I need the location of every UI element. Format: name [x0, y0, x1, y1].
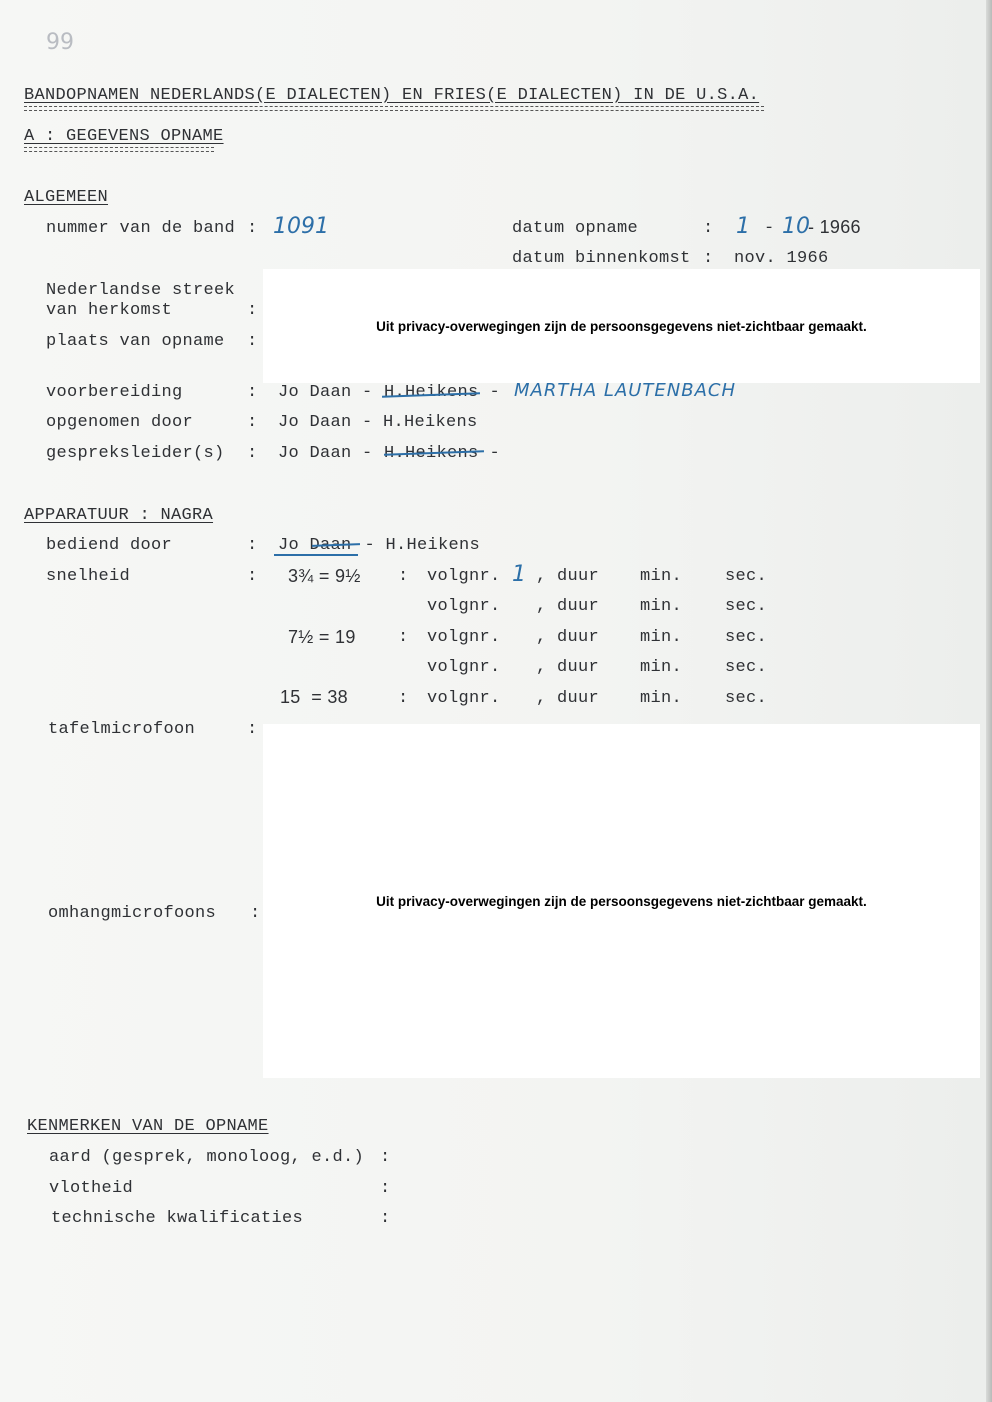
voorbereiding-handwritten: MARTHA LAUTENBACH	[514, 380, 737, 401]
colon: :	[380, 1209, 391, 1228]
voorbereiding-value-c: -	[479, 383, 501, 402]
colon: :	[703, 219, 714, 238]
volgnr-label: volgnr.	[427, 658, 501, 677]
section-a-heading: A : GEGEVENS OPNAME	[24, 127, 224, 146]
page-number: 99	[46, 30, 74, 55]
aard-label: aard (gesprek, monoloog, e.d.)	[49, 1148, 365, 1167]
min-label: min.	[640, 658, 683, 677]
colon: :	[247, 413, 258, 432]
privacy-notice: Uit privacy-overwegingen zijn de persoonsgegevens niet-zichtbaar gemaakt.	[376, 318, 867, 334]
volgnr-label: volgnr.	[427, 689, 501, 708]
snelheid-label: snelheid	[46, 567, 131, 586]
duur-label: , duur	[536, 628, 600, 647]
bediend-label: bediend door	[46, 536, 173, 555]
technisch-label: technische kwalificaties	[51, 1209, 304, 1228]
volgnr-handwritten: 1	[512, 562, 526, 587]
tafelmicrofoon-label: tafelmicrofoon	[48, 720, 196, 739]
apparatuur-heading: APPARATUUR : NAGRA	[24, 506, 214, 525]
kenmerken-heading: KENMERKEN VAN DE OPNAME	[27, 1117, 269, 1136]
page-edge	[986, 0, 992, 1402]
min-label: min.	[640, 597, 683, 616]
datum-opname-label: datum opname	[512, 219, 639, 238]
sec-label: sec.	[725, 567, 768, 586]
title-double-rule-2	[24, 110, 764, 111]
gespreksleider-value-a: Jo Daan -	[278, 444, 384, 463]
section-a-rule	[24, 147, 214, 148]
colon: :	[398, 689, 409, 708]
colon: :	[247, 219, 258, 238]
colon: :	[398, 628, 409, 647]
section-a-rule-2	[24, 151, 214, 152]
opgenomen-label: opgenomen door	[46, 413, 194, 432]
min-label: min.	[640, 628, 683, 647]
speed-value: 7½ = 19	[288, 627, 356, 647]
colon: :	[247, 567, 258, 586]
gespreksleider-value-b: H.Heikens	[384, 444, 479, 463]
speed-value: 15 = 38	[280, 687, 348, 707]
datum-opname-month: 10	[782, 214, 810, 239]
vlotheid-label: vlotheid	[49, 1179, 134, 1198]
duur-label: , duur	[536, 658, 600, 677]
bediend-value-a: Jo Daan	[278, 536, 352, 555]
volgnr-label: volgnr.	[427, 567, 501, 586]
gespreksleider-label: gespreksleider(s)	[46, 444, 225, 463]
streek-label-1: Nederlandse streek	[46, 281, 236, 300]
colon: :	[247, 383, 258, 402]
datum-binnenkomst-label: datum binnenkomst	[512, 249, 691, 268]
volgnr-label: volgnr.	[427, 628, 501, 647]
colon: :	[247, 444, 258, 463]
opgenomen-value: Jo Daan - H.Heikens	[278, 413, 478, 432]
handwritten-underline	[274, 554, 358, 556]
duur-label: , duur	[536, 597, 600, 616]
title-double-rule	[24, 106, 764, 107]
colon: :	[250, 904, 261, 923]
min-label: min.	[640, 567, 683, 586]
min-label: min.	[640, 689, 683, 708]
datum-opname-year: - 1966	[808, 217, 861, 237]
sec-label: sec.	[725, 658, 768, 677]
date-separator: -	[764, 219, 775, 238]
voorbereiding-value-a: Jo Daan -	[278, 383, 384, 402]
duur-label: , duur	[536, 689, 600, 708]
sec-label: sec.	[725, 597, 768, 616]
datum-opname-day: 1	[736, 214, 750, 239]
band-number-value: 1091	[273, 214, 329, 239]
voorbereiding-label: voorbereiding	[46, 383, 183, 402]
colon: :	[247, 332, 258, 351]
speed-value: 3¾ = 9½	[288, 566, 361, 586]
sec-label: sec.	[725, 689, 768, 708]
privacy-notice: Uit privacy-overwegingen zijn de persoonsgegevens niet-zichtbaar gemaakt.	[376, 893, 867, 909]
omhangmicrofoons-label: omhangmicrofoons	[48, 904, 217, 923]
bediend-value-b: - H.Heikens	[354, 536, 481, 555]
nummer-label: nummer van de band	[46, 219, 236, 238]
voorbereiding-value-b: H.Heikens	[384, 383, 479, 402]
colon: :	[380, 1179, 391, 1198]
volgnr-label: volgnr.	[427, 597, 501, 616]
privacy-redaction-block	[263, 724, 980, 1078]
gespreksleider-value-c: -	[479, 444, 501, 463]
colon: :	[247, 301, 258, 320]
privacy-redaction-block	[263, 269, 980, 383]
plaats-label: plaats van opname	[46, 332, 225, 351]
colon: :	[398, 567, 409, 586]
document-title: BANDOPNAMEN NEDERLANDS(E DIALECTEN) EN FRIES(E DIALECTEN) IN DE U.S.A.	[24, 86, 760, 105]
sec-label: sec.	[725, 628, 768, 647]
streek-label-2: van herkomst	[46, 301, 173, 320]
colon: :	[703, 249, 714, 268]
colon: :	[247, 536, 258, 555]
colon: :	[380, 1148, 391, 1167]
duur-label: , duur	[536, 567, 600, 586]
colon: :	[247, 720, 258, 739]
algemeen-heading: ALGEMEEN	[24, 188, 109, 207]
datum-binnenkomst-value: nov. 1966	[734, 249, 829, 268]
